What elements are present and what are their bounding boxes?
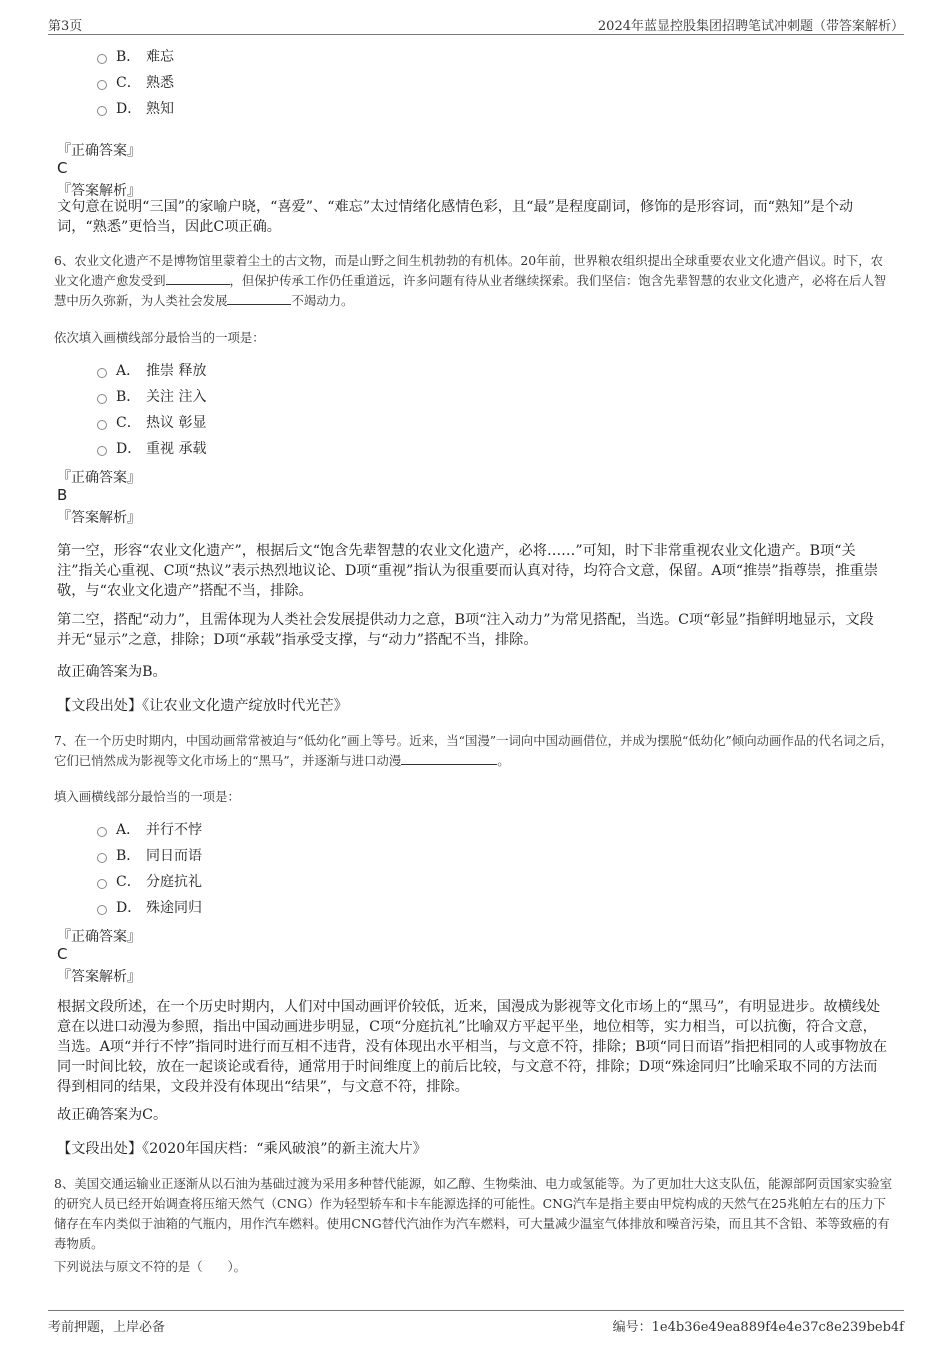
blank-line xyxy=(401,752,497,765)
q5-answer-label: 『正确答案』 xyxy=(57,143,141,159)
radio-icon[interactable] xyxy=(97,368,107,378)
q5-answer: C xyxy=(57,159,68,177)
q5-option-b[interactable]: B． 难忘 xyxy=(97,46,174,68)
radio-icon[interactable] xyxy=(97,80,107,90)
radio-icon[interactable] xyxy=(97,905,107,915)
radio-icon[interactable] xyxy=(97,853,107,863)
q6-conclusion: 故正确答案为B。 xyxy=(57,664,167,680)
q5-analysis-label: 『答案解析』 xyxy=(57,183,141,199)
q7-source: 【文段出处】《2020年国庆档：“乘风破浪”的新主流大片》 xyxy=(57,1141,427,1157)
document-code: 编号：1e4b36e49ea889f4e4e37c8e239beb4f xyxy=(612,1320,904,1335)
q7-answer: C xyxy=(57,945,68,963)
q5-option-c[interactable]: C． 熟悉 xyxy=(97,72,174,94)
q5-option-d[interactable]: D． 熟知 xyxy=(97,98,174,120)
radio-icon[interactable] xyxy=(97,394,107,404)
q7-option-d[interactable]: D． 殊途同归 xyxy=(97,897,202,919)
q7-analysis-label: 『答案解析』 xyxy=(57,969,141,985)
q6-option-a[interactable]: A． 推崇 释放 xyxy=(97,360,206,382)
q7-option-c[interactable]: C． 分庭抗礼 xyxy=(97,871,202,893)
q6-analysis-para-2: 第二空，搭配“动力”，且需体现为人类社会发展提供动力之意，B项“注入动力”为常见搭配，当选。C项“彰显”指鲜明地显示，文段并无“显示”之意，排除；D项“承载”指承受支撑，与“动力”搭配不当，排除。 xyxy=(57,612,874,648)
page-footer xyxy=(48,1310,904,1335)
q6-option-c[interactable]: C． 热议 彰显 xyxy=(97,412,206,434)
page-number: 第3页 xyxy=(48,19,83,34)
q6-answer-label: 『正确答案』 xyxy=(57,470,141,486)
radio-icon[interactable] xyxy=(97,420,107,430)
q7-conclusion: 故正确答案为C。 xyxy=(57,1107,168,1123)
blank-line xyxy=(166,272,230,285)
q6-source: 【文段出处】《让农业文化遗产绽放时代光芒》 xyxy=(57,698,348,714)
q7-stem: 7、在一个历史时期内，中国动画常常被迫与“低幼化”画上等号。近来，当“国漫”一词向中国动画借位，并成为摆脱“低幼化”倾向动画作品的代名词之后，它们已悄然成为影视等文化市场上的“黑马”，并逐渐与进口动漫 。 xyxy=(54,733,893,768)
q7-instruction: 填入画横线部分最恰当的一项是： xyxy=(54,789,240,804)
radio-icon[interactable] xyxy=(97,879,107,889)
radio-icon[interactable] xyxy=(97,54,107,64)
q6-instruction: 依次填入画横线部分最恰当的一项是： xyxy=(54,330,265,345)
radio-icon[interactable] xyxy=(97,446,107,456)
q6-answer: B xyxy=(57,486,68,504)
q8-stem: 8、美国交通运输业正逐渐从以石油为基础过渡为采用多种替代能源，如乙醇、生物柴油、电力或氢能等。为了更加壮大这支队伍，能源部阿贡国家实验室的研究人员已经开始调查将压缩天然气（CNG）作为轻型轿车和卡车能源选择的可能性。CNG汽车是指主要由甲烷构成的天然气在25兆帕左右的压力下储存在车内类似于油箱的气瓶内，用作汽车燃料。使用CNG替代汽油作为汽车燃料，可大量减少温室气体排放和噪音污染，而且其不含铅、苯等致癌的有毒物质。 xyxy=(54,1176,893,1251)
radio-icon[interactable] xyxy=(97,827,107,837)
blank-line xyxy=(227,292,291,305)
page-header xyxy=(48,14,904,35)
q6-analysis-para-1: 第一空，形容“农业文化遗产”，根据后文“饱含先辈智慧的农业文化遗产，必将……”可知，时下非常重视农业文化遗产。B项“关注”指关心重视、C项“热议”表示热烈地议论、D项“重视”指认为很重要而认真对待，均符合文意，保留。A项“推崇”指尊崇，推重崇敬，与“农业文化遗产”搭配不当，排除。 xyxy=(57,543,879,599)
q6-analysis-label: 『答案解析』 xyxy=(57,510,141,526)
radio-icon[interactable] xyxy=(97,106,107,116)
document-title: 2024年蓝显控股集团招聘笔试冲刺题（带答案解析） xyxy=(597,19,904,34)
footer-slogan: 考前押题，上岸必备 xyxy=(48,1320,166,1335)
q7-option-a[interactable]: A． 并行不悖 xyxy=(97,819,202,841)
q7-option-b[interactable]: B． 同日而语 xyxy=(97,845,202,867)
q7-analysis-para-1: 根据文段所述，在一个历史时期内，人们对中国动画评价较低，近来，国漫成为影视等文化市场上的“黑马”，有明显进步。故横线处意在以进口动漫为参照，指出中国动画进步明显，C项“分庭抗礼”比喻双方平起平坐，地位相等，实力相当，可以抗衡，符合文意，当选。A项“并行不悖”指同时进行而互相不违背，没有体现出水平相当，与文意不符，排除；B项“同日而语”指把相同的人或事物放在同一时间比较，放在一起谈论或看待，通常用于时间维度上的前后比较，与文意不符，排除；D项“殊途同归”比喻采取不同的方法而得到相同的结果，文段并没有体现出“结果”，与文意不符，排除。 xyxy=(57,999,888,1095)
q8-instruction: 下列说法与原文不符的是（ ）。 xyxy=(54,1259,247,1274)
q7-answer-label: 『正确答案』 xyxy=(57,929,141,945)
q6-option-b[interactable]: B． 关注 注入 xyxy=(97,386,206,408)
q6-stem: 6、农业文化遗产不是博物馆里蒙着尘土的古文物，而是山野之间生机勃勃的有机体。20年前，世界粮农组织提出全球重要农业文化遗产倡议。时下，农业文化遗产愈发受到 ，但保护传承工作仍任重道远，许多问题有待从业者继续探索。我们坚信：饱含先辈智慧的农业文化遗产，必将在后人智慧中历久弥新，为人类社会发展 不竭动力。 xyxy=(54,253,887,308)
q6-option-d[interactable]: D． 重视 承载 xyxy=(97,438,206,460)
q5-analysis: 文句意在说明“三国”的家喻户晓，“喜爱”、“难忘”太过情绪化感情色彩，且“最”是程度副词，修饰的是形容词，而“熟知”是个动词，“熟悉”更恰当，因此C项正确。 xyxy=(57,199,854,235)
